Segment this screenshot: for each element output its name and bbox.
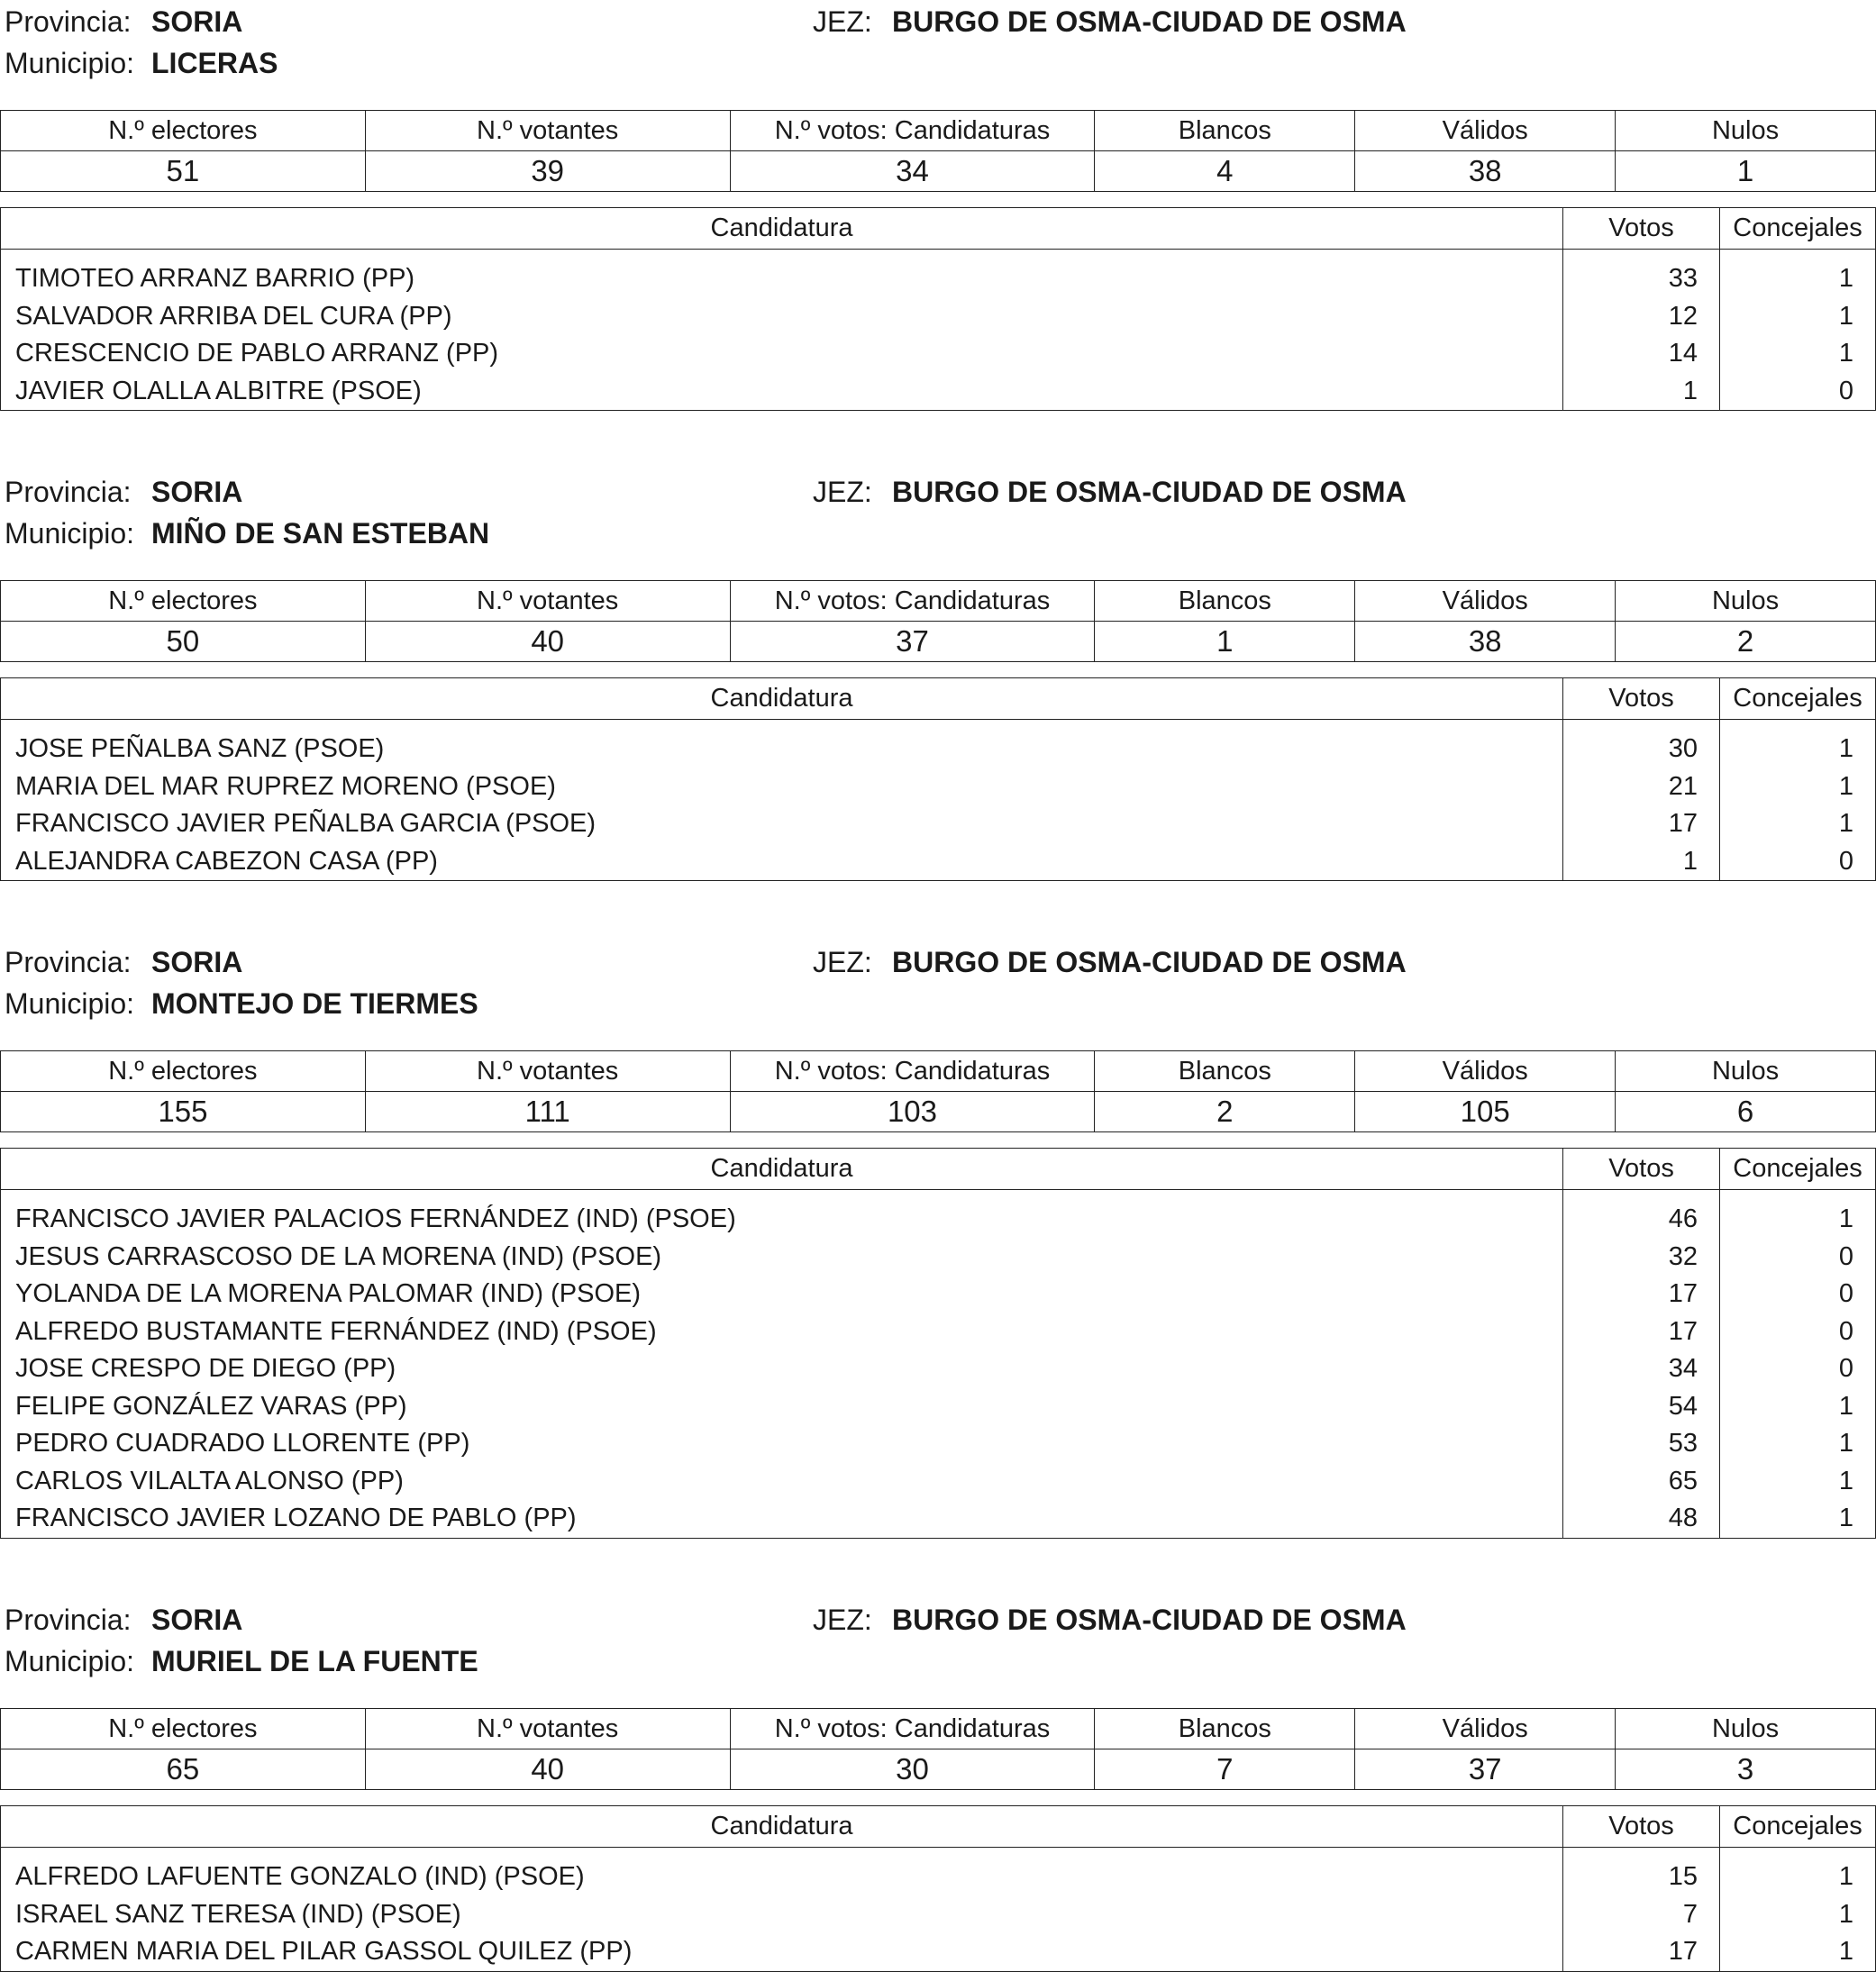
candidate-seats: 0 — [1720, 1350, 1876, 1388]
votos-candidaturas-header: N.º votos: Candidaturas — [730, 1051, 1095, 1092]
nulos-value: 6 — [1616, 1092, 1876, 1132]
nulos-header: Nulos — [1616, 581, 1876, 622]
nulos-value: 2 — [1616, 622, 1876, 662]
candidate-row — [1, 1858, 1876, 1896]
provincia-label: Provincia: — [5, 946, 132, 978]
summary-table — [0, 580, 1876, 662]
candidate-seats: 1 — [1720, 1933, 1876, 1971]
candidate-votes: 32 — [1563, 1239, 1720, 1277]
votantes-value: 111 — [365, 1092, 730, 1132]
candidate-seats: 1 — [1720, 731, 1876, 768]
validos-header: Válidos — [1355, 111, 1616, 151]
votos-candidaturas-value: 34 — [730, 151, 1095, 192]
candidate-row — [1, 1313, 1876, 1351]
block-header — [0, 1598, 1876, 1681]
votantes-value: 40 — [365, 622, 730, 662]
blancos-value: 1 — [1095, 622, 1355, 662]
summary-value-row — [1, 1749, 1876, 1790]
candidate-seats: 1 — [1720, 1425, 1876, 1463]
candidate-name: ALFREDO BUSTAMANTE FERNÁNDEZ (IND) (PSOE) — [15, 1316, 657, 1346]
municipio-value: MIÑO DE SAN ESTEBAN — [151, 517, 490, 550]
summary-header-row — [1, 111, 1876, 151]
candidate-row — [1, 373, 1876, 411]
municipio-label: Municipio: — [5, 47, 135, 79]
candidate-votes: 48 — [1563, 1500, 1720, 1538]
candidate-seats: 1 — [1720, 1858, 1876, 1896]
validos-value: 37 — [1355, 1749, 1616, 1790]
candidate-votes: 34 — [1563, 1350, 1720, 1388]
municipio-label: Municipio: — [5, 1645, 135, 1677]
summary-value-row — [1, 622, 1876, 662]
jez-label: JEZ: — [813, 1604, 872, 1636]
candidate-name: YOLANDA DE LA MORENA PALOMAR (IND) (PSOE) — [15, 1279, 642, 1309]
validos-value: 38 — [1355, 151, 1616, 192]
provincia-value: SORIA — [151, 5, 243, 38]
municipio-value: MURIEL DE LA FUENTE — [151, 1645, 478, 1677]
votantes-header: N.º votantes — [365, 111, 730, 151]
jez-value: BURGO DE OSMA-CIUDAD DE OSMA — [892, 5, 1407, 38]
candidate-seats: 1 — [1720, 335, 1876, 373]
municipio-value: LICERAS — [151, 47, 278, 79]
candidate-row — [1, 768, 1876, 806]
candidate-votes: 33 — [1563, 260, 1720, 298]
candidate-name: FRANCISCO JAVIER PALACIOS FERNÁNDEZ (IND) (PSOE) — [15, 1204, 736, 1234]
jez-label: JEZ: — [813, 946, 872, 978]
votantes-header: N.º votantes — [365, 581, 730, 622]
candidate-votes: 46 — [1563, 1201, 1720, 1239]
candidate-row — [1, 843, 1876, 881]
candidate-votes: 1 — [1563, 373, 1720, 411]
concejales-header: Concejales — [1720, 208, 1876, 250]
candidate-name: JAVIER OLALLA ALBITRE (PSOE) — [15, 376, 422, 405]
candidate-name: FRANCISCO JAVIER PEÑALBA GARCIA (PSOE) — [15, 809, 596, 839]
candidate-votes: 1 — [1563, 843, 1720, 881]
concejales-header: Concejales — [1720, 1149, 1876, 1190]
candidate-votes: 17 — [1563, 1933, 1720, 1971]
municipality-block — [0, 0, 1876, 405]
votantes-value: 40 — [365, 1749, 730, 1790]
candidate-row — [1, 805, 1876, 843]
electores-value: 51 — [1, 151, 366, 192]
candidate-row — [1, 298, 1876, 336]
candidates-table — [0, 677, 1876, 881]
candidate-votes: 53 — [1563, 1425, 1720, 1463]
candidates-table — [0, 1805, 1876, 1972]
municipio-value: MONTEJO DE TIERMES — [151, 987, 478, 1020]
candidate-votes: 21 — [1563, 768, 1720, 806]
electores-header: N.º electores — [1, 1051, 366, 1092]
candidate-name: CARLOS VILALTA ALONSO (PP) — [15, 1466, 404, 1495]
summary-header-row — [1, 1709, 1876, 1749]
block-header — [0, 470, 1876, 553]
jez-label: JEZ: — [813, 5, 872, 38]
block-header — [0, 0, 1876, 83]
candidate-name: JOSE PEÑALBA SANZ (PSOE) — [15, 734, 385, 764]
votos-header: Votos — [1563, 1806, 1720, 1848]
nulos-header: Nulos — [1616, 1051, 1876, 1092]
provincia-label: Provincia: — [5, 5, 132, 38]
concejales-header: Concejales — [1720, 678, 1876, 720]
candidate-seats: 0 — [1720, 373, 1876, 411]
summary-header-row — [1, 1051, 1876, 1092]
candidatura-header: Candidatura — [1, 1806, 1563, 1848]
candidate-name: JESUS CARRASCOSO DE LA MORENA (IND) (PSOE) — [15, 1241, 662, 1271]
provincia-label: Provincia: — [5, 476, 132, 508]
candidate-seats: 1 — [1720, 298, 1876, 336]
jez-label: JEZ: — [813, 476, 872, 508]
concejales-header: Concejales — [1720, 1806, 1876, 1848]
candidate-name: ALFREDO LAFUENTE GONZALO (IND) (PSOE) — [15, 1862, 585, 1892]
municipio-label: Municipio: — [5, 517, 135, 550]
candidates-header-row — [1, 208, 1876, 250]
electores-header: N.º electores — [1, 581, 366, 622]
candidate-row — [1, 335, 1876, 373]
electores-value: 155 — [1, 1092, 366, 1132]
provincia-value: SORIA — [151, 946, 243, 978]
electores-value: 65 — [1, 1749, 366, 1790]
candidate-name: CARMEN MARIA DEL PILAR GASSOL QUILEZ (PP) — [15, 1937, 633, 1967]
candidates-table — [0, 207, 1876, 411]
spacer-row — [1, 1848, 1876, 1859]
candidate-name: PEDRO CUADRADO LLORENTE (PP) — [15, 1429, 470, 1459]
candidate-name: ALEJANDRA CABEZON CASA (PP) — [15, 846, 438, 876]
candidate-seats: 1 — [1720, 260, 1876, 298]
spacer-row — [1, 250, 1876, 261]
votantes-header: N.º votantes — [365, 1051, 730, 1092]
jez-value: BURGO DE OSMA-CIUDAD DE OSMA — [892, 1604, 1407, 1636]
blancos-header: Blancos — [1095, 111, 1355, 151]
electores-header: N.º electores — [1, 1709, 366, 1749]
votos-candidaturas-value: 30 — [730, 1749, 1095, 1790]
candidate-row — [1, 731, 1876, 768]
candidate-votes: 17 — [1563, 1276, 1720, 1313]
validos-header: Válidos — [1355, 1051, 1616, 1092]
candidate-row — [1, 1425, 1876, 1463]
spacer-row — [1, 720, 1876, 732]
municipio-label: Municipio: — [5, 987, 135, 1020]
summary-table — [0, 110, 1876, 192]
candidate-row — [1, 1896, 1876, 1934]
candidate-seats: 1 — [1720, 1500, 1876, 1538]
provincia-label: Provincia: — [5, 1604, 132, 1636]
candidate-seats: 1 — [1720, 1388, 1876, 1426]
candidate-votes: 17 — [1563, 805, 1720, 843]
candidate-seats: 0 — [1720, 1239, 1876, 1277]
votos-candidaturas-header: N.º votos: Candidaturas — [730, 1709, 1095, 1749]
candidatura-header: Candidatura — [1, 678, 1563, 720]
jez-value: BURGO DE OSMA-CIUDAD DE OSMA — [892, 946, 1407, 978]
candidate-row — [1, 1276, 1876, 1313]
electores-value: 50 — [1, 622, 366, 662]
candidate-row — [1, 1239, 1876, 1277]
candidate-seats: 0 — [1720, 1313, 1876, 1351]
votos-candidaturas-value: 103 — [730, 1092, 1095, 1132]
votos-candidaturas-value: 37 — [730, 622, 1095, 662]
candidate-row — [1, 1463, 1876, 1501]
candidate-seats: 1 — [1720, 768, 1876, 806]
candidate-row — [1, 1388, 1876, 1426]
summary-value-row — [1, 1092, 1876, 1132]
nulos-value: 3 — [1616, 1749, 1876, 1790]
candidate-votes: 14 — [1563, 335, 1720, 373]
validos-value: 105 — [1355, 1092, 1616, 1132]
nulos-value: 1 — [1616, 151, 1876, 192]
municipality-block — [0, 941, 1876, 1533]
candidate-seats: 1 — [1720, 1463, 1876, 1501]
votos-header: Votos — [1563, 1149, 1720, 1190]
summary-header-row — [1, 581, 1876, 622]
blancos-value: 7 — [1095, 1749, 1355, 1790]
summary-value-row — [1, 151, 1876, 192]
candidate-name: JOSE CRESPO DE DIEGO (PP) — [15, 1354, 396, 1384]
candidate-name: CRESCENCIO DE PABLO ARRANZ (PP) — [15, 339, 499, 368]
candidate-name: FELIPE GONZÁLEZ VARAS (PP) — [15, 1391, 407, 1421]
candidate-seats: 1 — [1720, 1201, 1876, 1239]
electores-header: N.º electores — [1, 111, 366, 151]
candidate-name: FRANCISCO JAVIER LOZANO DE PABLO (PP) — [15, 1504, 577, 1533]
summary-table — [0, 1050, 1876, 1132]
candidate-name: ISRAEL SANZ TERESA (IND) (PSOE) — [15, 1899, 461, 1929]
candidate-seats: 0 — [1720, 1276, 1876, 1313]
candidates-header-row — [1, 1806, 1876, 1848]
candidate-seats: 1 — [1720, 805, 1876, 843]
candidate-name: SALVADOR ARRIBA DEL CURA (PP) — [15, 301, 452, 331]
candidate-row — [1, 1350, 1876, 1388]
blancos-value: 2 — [1095, 1092, 1355, 1132]
votantes-value: 39 — [365, 151, 730, 192]
validos-header: Válidos — [1355, 1709, 1616, 1749]
candidates-table — [0, 1148, 1876, 1539]
candidate-name: TIMOTEO ARRANZ BARRIO (PP) — [15, 264, 415, 294]
candidate-row — [1, 1201, 1876, 1239]
candidate-seats: 1 — [1720, 1896, 1876, 1934]
votantes-header: N.º votantes — [365, 1709, 730, 1749]
votos-header: Votos — [1563, 678, 1720, 720]
candidates-header-row — [1, 678, 1876, 720]
candidate-name: MARIA DEL MAR RUPREZ MORENO (PSOE) — [15, 771, 556, 801]
candidates-header-row — [1, 1149, 1876, 1190]
candidate-votes: 65 — [1563, 1463, 1720, 1501]
jez-value: BURGO DE OSMA-CIUDAD DE OSMA — [892, 476, 1407, 508]
blancos-value: 4 — [1095, 151, 1355, 192]
candidate-votes: 30 — [1563, 731, 1720, 768]
municipality-block — [0, 1598, 1876, 1967]
candidatura-header: Candidatura — [1, 1149, 1563, 1190]
candidate-row — [1, 1500, 1876, 1538]
block-header — [0, 941, 1876, 1023]
candidate-row — [1, 1933, 1876, 1971]
blancos-header: Blancos — [1095, 1709, 1355, 1749]
blancos-header: Blancos — [1095, 581, 1355, 622]
candidate-votes: 15 — [1563, 1858, 1720, 1896]
candidate-votes: 54 — [1563, 1388, 1720, 1426]
spacer-row — [1, 1190, 1876, 1202]
provincia-value: SORIA — [151, 1604, 243, 1636]
candidate-seats: 0 — [1720, 843, 1876, 881]
votos-candidaturas-header: N.º votos: Candidaturas — [730, 111, 1095, 151]
validos-header: Válidos — [1355, 581, 1616, 622]
votos-header: Votos — [1563, 208, 1720, 250]
nulos-header: Nulos — [1616, 1709, 1876, 1749]
candidate-votes: 12 — [1563, 298, 1720, 336]
validos-value: 38 — [1355, 622, 1616, 662]
summary-table — [0, 1708, 1876, 1790]
candidate-row — [1, 260, 1876, 298]
blancos-header: Blancos — [1095, 1051, 1355, 1092]
votos-candidaturas-header: N.º votos: Candidaturas — [730, 581, 1095, 622]
candidate-votes: 17 — [1563, 1313, 1720, 1351]
candidatura-header: Candidatura — [1, 208, 1563, 250]
provincia-value: SORIA — [151, 476, 243, 508]
candidate-votes: 7 — [1563, 1896, 1720, 1934]
municipality-block — [0, 470, 1876, 876]
nulos-header: Nulos — [1616, 111, 1876, 151]
